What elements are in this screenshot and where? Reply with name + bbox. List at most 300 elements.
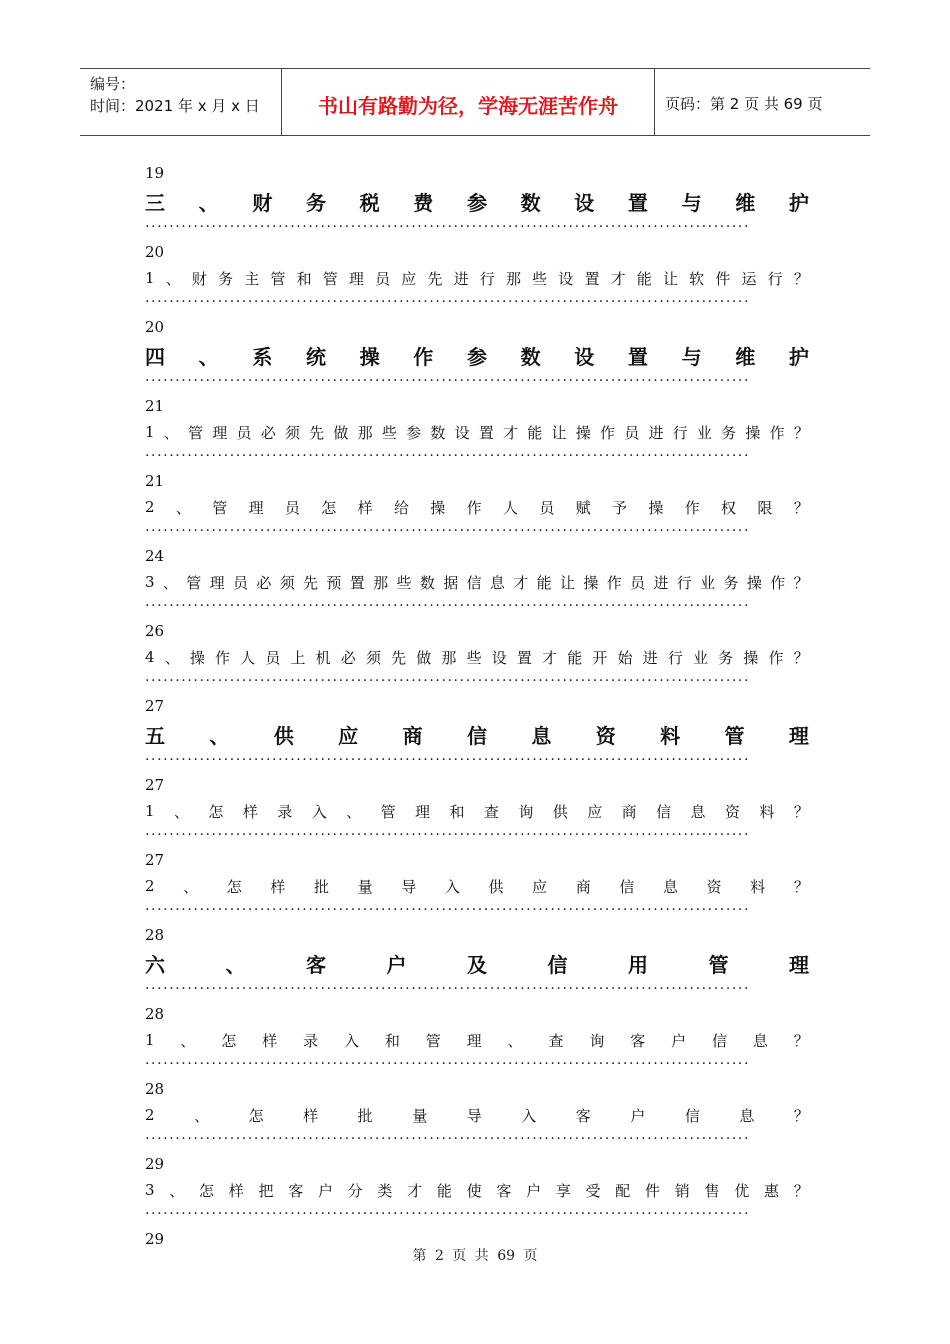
toc-char: 与 <box>681 344 702 369</box>
toc-dot-leader: .................................................................................................... <box>145 670 751 685</box>
toc-section-heading[interactable] <box>145 340 809 370</box>
toc-char: 信 <box>712 1031 728 1050</box>
toc-char: 2 <box>145 1106 155 1124</box>
toc-char: 进 <box>653 573 669 592</box>
toc-char: 应 <box>532 877 548 896</box>
toc-char: 及 <box>467 952 487 977</box>
toc-page-number: 21 <box>145 472 165 490</box>
toc-char: 优 <box>734 1181 750 1200</box>
toc-char: 量 <box>412 1106 428 1125</box>
toc-dot-leader: .................................................................................................... <box>145 899 751 914</box>
toc-char: 、 <box>194 1106 210 1125</box>
toc-char: 行 <box>676 573 692 592</box>
toc-page-number: 27 <box>145 776 165 794</box>
toc-char: 供 <box>552 802 568 821</box>
toc-char: 设 <box>491 648 507 667</box>
toc-char: 费 <box>413 190 434 215</box>
toc-char: 户 <box>317 1181 333 1200</box>
toc-item[interactable] <box>145 873 809 899</box>
toc-char: 设 <box>574 344 595 369</box>
toc-char: 那 <box>441 648 457 667</box>
toc-char: 应 <box>587 802 603 821</box>
toc-char: 、 <box>225 952 246 977</box>
toc-char: 应 <box>338 723 359 748</box>
toc-char: 销 <box>674 1181 690 1200</box>
toc-char: 员 <box>539 498 555 517</box>
toc-char: 客 <box>288 1181 304 1200</box>
toc-char: 件 <box>645 1181 661 1200</box>
toc-char: 3 <box>145 573 155 591</box>
toc-char: 、 <box>169 1181 185 1200</box>
toc-char: 才 <box>610 269 626 288</box>
toc-char: 、 <box>180 1031 196 1050</box>
toc-char: 据 <box>443 573 459 592</box>
toc-char: 给 <box>393 498 409 517</box>
toc-char: 操 <box>648 498 664 517</box>
toc-char: 先 <box>427 269 443 288</box>
toc-char: 员 <box>375 269 391 288</box>
toc-char: 务 <box>218 269 234 288</box>
toc-char: 行 <box>672 423 688 442</box>
toc-char: 必 <box>260 423 276 442</box>
header-meta-cell <box>80 69 282 135</box>
toc-char: 、 <box>165 269 181 288</box>
toc-section-heading[interactable] <box>145 719 809 749</box>
toc-char: 类 <box>377 1181 393 1200</box>
toc-char: 资 <box>724 802 740 821</box>
toc-char: 赋 <box>575 498 591 517</box>
toc-char: 2 <box>145 498 155 516</box>
toc-char: 员 <box>624 423 640 442</box>
toc-char: 置 <box>584 269 600 288</box>
toc-char: 息 <box>489 573 505 592</box>
toc-char: 统 <box>305 344 326 369</box>
toc-char: 信 <box>656 802 672 821</box>
toc-page-number: 29 <box>145 1155 165 1173</box>
toc-char: 置 <box>478 423 494 442</box>
toc-char: 员 <box>265 648 281 667</box>
toc-dot-leader: .................................................................................................... <box>145 370 751 385</box>
toc-char: ？ <box>793 877 809 896</box>
toc-char: 、 <box>198 190 219 215</box>
table-of-contents <box>145 160 809 1252</box>
toc-char: 能 <box>527 423 543 442</box>
toc-char: 录 <box>303 1031 319 1050</box>
toc-char: 务 <box>721 423 737 442</box>
toc-char: 批 <box>314 877 330 896</box>
toc-char: 设 <box>574 190 595 215</box>
toc-char: 管 <box>212 498 228 517</box>
toc-char: 询 <box>589 1031 605 1050</box>
toc-char: 受 <box>585 1181 601 1200</box>
toc-char: 样 <box>228 1181 244 1200</box>
toc-char: 先 <box>303 573 319 592</box>
toc-char: 让 <box>560 573 576 592</box>
toc-char: ？ <box>793 1181 809 1200</box>
toc-char: 财 <box>191 269 207 288</box>
toc-char: 护 <box>788 344 809 369</box>
toc-char: 先 <box>391 648 407 667</box>
toc-char: 资 <box>595 723 616 748</box>
page-header <box>80 68 870 136</box>
toc-char: 管 <box>186 573 202 592</box>
toc-char: 作 <box>770 573 786 592</box>
toc-char: 设 <box>558 269 574 288</box>
toc-char: 2 <box>145 877 155 895</box>
toc-char: 和 <box>449 802 465 821</box>
toc-char: 才 <box>542 648 558 667</box>
toc-char: 应 <box>401 269 417 288</box>
toc-char: 息 <box>752 1031 768 1050</box>
toc-char: 样 <box>357 498 373 517</box>
toc-dot-leader: .................................................................................................... <box>145 1053 751 1068</box>
toc-char: ？ <box>793 1031 809 1050</box>
toc-char: 供 <box>488 877 504 896</box>
toc-dot-leader: .................................................................................................... <box>145 824 751 839</box>
toc-char: 操 <box>359 344 380 369</box>
toc-char: 能 <box>636 269 652 288</box>
toc-char: 置 <box>627 344 648 369</box>
toc-char: 务 <box>723 573 739 592</box>
toc-item[interactable] <box>145 1177 809 1203</box>
toc-dot-leader: .................................................................................................... <box>145 291 751 306</box>
toc-page-number: 24 <box>145 547 165 565</box>
toc-char: 作 <box>413 344 434 369</box>
toc-char: 客 <box>575 1106 591 1125</box>
toc-char: 户 <box>671 1031 687 1050</box>
toc-char: 必 <box>256 573 272 592</box>
toc-char: 、 <box>183 877 199 896</box>
toc-char: 息 <box>663 877 679 896</box>
toc-char: 数 <box>430 423 446 442</box>
toc-char: 主 <box>244 269 260 288</box>
toc-char: 4 <box>145 648 155 666</box>
toc-char: 查 <box>483 802 499 821</box>
toc-char: 1 <box>145 1031 155 1049</box>
toc-char: 始 <box>617 648 633 667</box>
toc-char: 些 <box>396 573 412 592</box>
toc-char: 些 <box>381 423 397 442</box>
toc-char: 作 <box>215 648 231 667</box>
toc-char: 数 <box>520 344 541 369</box>
toc-char: 能 <box>436 1181 452 1200</box>
toc-char: 作 <box>599 423 615 442</box>
toc-char: 让 <box>551 423 567 442</box>
toc-char: 人 <box>240 648 256 667</box>
toc-char: 操 <box>189 648 205 667</box>
toc-char: 予 <box>612 498 628 517</box>
time-label: 时间：2021 年 x 月 x 日 <box>90 97 260 115</box>
toc-char: 上 <box>290 648 306 667</box>
toc-char: 商 <box>402 723 423 748</box>
toc-item[interactable] <box>145 798 809 824</box>
toc-char: 管 <box>724 723 745 748</box>
toc-char: 数 <box>520 190 541 215</box>
toc-char: 理 <box>248 498 264 517</box>
toc-char: 料 <box>759 802 775 821</box>
toc-dot-leader: .................................................................................................... <box>145 520 751 535</box>
toc-char: 六 <box>145 952 165 977</box>
number-label: 编号： <box>90 75 136 93</box>
header-motto: 书山有路勤为径，学海无涯苦作舟 <box>282 69 655 135</box>
toc-char: 行 <box>479 269 495 288</box>
toc-char: 批 <box>357 1106 373 1125</box>
toc-dot-leader: .................................................................................................... <box>145 978 751 993</box>
toc-char: ？ <box>793 802 809 821</box>
toc-char: 商 <box>575 877 591 896</box>
toc-page-number: 20 <box>145 318 165 336</box>
toc-char: 享 <box>555 1181 571 1200</box>
toc-page-number: 20 <box>145 243 165 261</box>
toc-char: 、 <box>346 802 362 821</box>
toc-char: 开 <box>592 648 608 667</box>
toc-char: 须 <box>365 648 381 667</box>
toc-item[interactable] <box>145 1102 809 1128</box>
toc-char: 3 <box>145 1181 155 1199</box>
toc-char: 管 <box>270 269 286 288</box>
toc-page-number: 27 <box>145 697 165 715</box>
toc-char: 1 <box>145 802 155 820</box>
toc-char: ？ <box>793 423 809 442</box>
toc-char: ？ <box>793 648 809 667</box>
toc-char: 户 <box>386 952 407 977</box>
toc-char: 参 <box>466 190 487 215</box>
toc-char: 询 <box>518 802 534 821</box>
toc-char: 息 <box>739 1106 755 1125</box>
toc-char: 那 <box>505 269 521 288</box>
toc-section-heading[interactable] <box>145 186 809 216</box>
toc-char: 怎 <box>321 498 337 517</box>
toc-char: 些 <box>532 269 548 288</box>
toc-char: 数 <box>419 573 435 592</box>
toc-char: 让 <box>662 269 678 288</box>
toc-item[interactable] <box>145 419 809 445</box>
toc-char: 息 <box>531 723 552 748</box>
toc-char: 售 <box>704 1181 720 1200</box>
toc-char: 、 <box>173 802 189 821</box>
toc-char: 、 <box>162 573 178 592</box>
toc-item[interactable] <box>145 265 809 291</box>
toc-char: 限 <box>757 498 773 517</box>
toc-char: 业 <box>696 423 712 442</box>
toc-char: 样 <box>242 802 258 821</box>
toc-char: 资 <box>706 877 722 896</box>
toc-char: 做 <box>416 648 432 667</box>
toc-char: 入 <box>343 1031 359 1050</box>
toc-char: 预 <box>326 573 342 592</box>
toc-char: 员 <box>284 498 300 517</box>
toc-char: ？ <box>793 498 809 517</box>
toc-char: 能 <box>567 648 583 667</box>
toc-char: 配 <box>615 1181 631 1200</box>
toc-page-number: 21 <box>145 397 165 415</box>
toc-dot-leader: .................................................................................................... <box>145 1203 751 1218</box>
toc-char: 操 <box>745 423 761 442</box>
toc-item[interactable] <box>145 569 809 595</box>
toc-char: 样 <box>270 877 286 896</box>
toc-char: 作 <box>768 648 784 667</box>
toc-char: 怎 <box>221 1031 237 1050</box>
toc-char: 业 <box>692 648 708 667</box>
toc-char: 息 <box>690 802 706 821</box>
toc-char: 员 <box>630 573 646 592</box>
toc-char: 才 <box>503 423 519 442</box>
toc-char: 理 <box>466 1031 482 1050</box>
toc-char: 管 <box>380 802 396 821</box>
toc-char: 务 <box>305 190 326 215</box>
toc-char: 税 <box>359 190 380 215</box>
toc-char: 操 <box>743 648 759 667</box>
toc-char: 客 <box>496 1181 512 1200</box>
toc-char: 商 <box>621 802 637 821</box>
toc-char: 须 <box>284 423 300 442</box>
toc-item[interactable] <box>145 644 809 670</box>
toc-char: 信 <box>466 723 487 748</box>
toc-char: 用 <box>628 952 648 977</box>
toc-char: 惠 <box>763 1181 779 1200</box>
toc-dot-leader: .................................................................................................... <box>145 1128 751 1143</box>
toc-char: ？ <box>793 269 809 288</box>
toc-char: 1 <box>145 269 155 287</box>
page-footer: 第 2 页 共 69 页 <box>412 1248 538 1264</box>
toc-section-heading[interactable] <box>145 948 809 978</box>
toc-char: 运 <box>741 269 757 288</box>
toc-char: 、 <box>164 648 180 667</box>
toc-char: 业 <box>700 573 716 592</box>
toc-page-number: 19 <box>145 164 165 182</box>
toc-char: 五 <box>145 723 165 748</box>
toc-char: 才 <box>513 573 529 592</box>
toc-char: 、 <box>209 723 230 748</box>
toc-page-number: 29 <box>145 1230 165 1248</box>
toc-char: 才 <box>407 1181 423 1200</box>
toc-char: 操 <box>575 423 591 442</box>
toc-char: 和 <box>296 269 312 288</box>
toc-char: 信 <box>547 952 568 977</box>
toc-char: 维 <box>735 190 756 215</box>
toc-char: 管 <box>188 423 204 442</box>
toc-char: 户 <box>630 1106 646 1125</box>
toc-page-number: 28 <box>145 1005 165 1023</box>
toc-char: 须 <box>279 573 295 592</box>
toc-char: 操 <box>430 498 446 517</box>
toc-char: 作 <box>466 498 482 517</box>
toc-char: 护 <box>788 190 809 215</box>
toc-char: 权 <box>721 498 737 517</box>
toc-page-number: 26 <box>145 622 165 640</box>
toc-char: 操 <box>583 573 599 592</box>
toc-char: 录 <box>277 802 293 821</box>
toc-char: 三 <box>145 190 165 215</box>
toc-char: 理 <box>212 423 228 442</box>
toc-char: 置 <box>516 648 532 667</box>
toc-char: 查 <box>548 1031 564 1050</box>
toc-char: 四 <box>145 344 165 369</box>
toc-char: 做 <box>333 423 349 442</box>
toc-char: 把 <box>258 1181 274 1200</box>
toc-char: 客 <box>630 1031 646 1050</box>
toc-char: 参 <box>466 344 487 369</box>
toc-item[interactable] <box>145 1027 809 1053</box>
toc-char: 样 <box>303 1106 319 1125</box>
toc-char: 分 <box>347 1181 363 1200</box>
toc-item[interactable] <box>145 494 809 520</box>
toc-char: 维 <box>735 344 756 369</box>
toc-char: 信 <box>684 1106 700 1125</box>
toc-char: 理 <box>415 802 431 821</box>
toc-char: 样 <box>262 1031 278 1050</box>
toc-char: 设 <box>454 423 470 442</box>
toc-char: 怎 <box>199 1181 215 1200</box>
toc-char: 那 <box>373 573 389 592</box>
toc-char: 些 <box>466 648 482 667</box>
toc-char: 入 <box>521 1106 537 1125</box>
toc-char: 理 <box>789 952 809 977</box>
toc-char: 理 <box>788 723 809 748</box>
toc-char: 员 <box>232 573 248 592</box>
toc-char: 信 <box>619 877 635 896</box>
toc-char: 和 <box>384 1031 400 1050</box>
toc-char: 、 <box>175 498 191 517</box>
toc-char: 信 <box>466 573 482 592</box>
toc-char: 供 <box>273 723 294 748</box>
toc-char: 作 <box>769 423 785 442</box>
toc-char: 理 <box>348 269 364 288</box>
toc-char: 户 <box>526 1181 542 1200</box>
toc-char: 怎 <box>226 877 242 896</box>
toc-page-number: 28 <box>145 926 165 944</box>
toc-page-number: 28 <box>145 1080 165 1098</box>
toc-dot-leader: .................................................................................................... <box>145 216 751 231</box>
toc-char: 管 <box>322 269 338 288</box>
toc-char: 置 <box>349 573 365 592</box>
toc-char: 料 <box>660 723 681 748</box>
toc-char: 机 <box>315 648 331 667</box>
toc-char: 、 <box>198 344 219 369</box>
toc-char: 怎 <box>208 802 224 821</box>
toc-char: 作 <box>684 498 700 517</box>
toc-char: 入 <box>311 802 327 821</box>
toc-char: 先 <box>309 423 325 442</box>
header-page-info: 页码：第 2 页 共 69 页 <box>665 95 823 113</box>
toc-char: 务 <box>718 648 734 667</box>
toc-char: 管 <box>425 1031 441 1050</box>
toc-char: 1 <box>145 423 155 441</box>
toc-char: 入 <box>444 877 460 896</box>
toc-char: 财 <box>252 190 273 215</box>
toc-char: 置 <box>627 190 648 215</box>
toc-char: 理 <box>209 573 225 592</box>
toc-char: 软 <box>689 269 705 288</box>
toc-char: 进 <box>453 269 469 288</box>
toc-char: ？ <box>793 573 809 592</box>
toc-char: 管 <box>708 952 729 977</box>
toc-dot-leader: .................................................................................................... <box>145 595 751 610</box>
toc-page-number: 27 <box>145 851 165 869</box>
toc-char: 、 <box>507 1031 523 1050</box>
toc-char: 进 <box>648 423 664 442</box>
toc-char: 料 <box>750 877 766 896</box>
toc-char: 进 <box>642 648 658 667</box>
toc-char: 系 <box>252 344 273 369</box>
toc-char: 使 <box>466 1181 482 1200</box>
toc-dot-leader: .................................................................................................... <box>145 749 751 764</box>
toc-char: 导 <box>466 1106 482 1125</box>
toc-char: 与 <box>681 190 702 215</box>
toc-char: 作 <box>606 573 622 592</box>
toc-char: 参 <box>406 423 422 442</box>
toc-char: 怎 <box>248 1106 264 1125</box>
